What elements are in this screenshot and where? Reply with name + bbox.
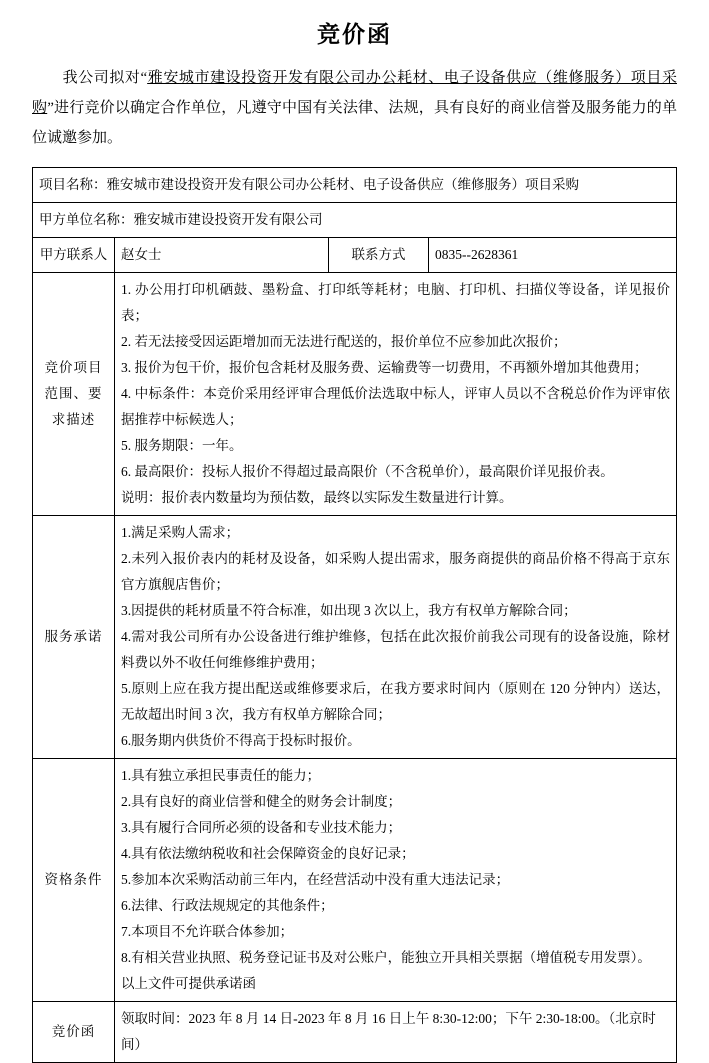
qualification-item: 6.法律、行政法规规定的其他条件； <box>121 898 334 913</box>
buyer-value: 雅安城市建设投资开发有限公司 <box>133 212 323 227</box>
qualification-item: 4.具有依法缴纳税收和社会保障资金的良好记录； <box>121 846 415 861</box>
table-row-buyer <box>33 203 677 238</box>
contact-value: 赵女士 <box>115 238 329 273</box>
buyer-cell <box>33 203 677 238</box>
phone-label: 联系方式 <box>329 238 429 273</box>
scope-item: 2. 若无法接受因运距增加而无法进行配送的，报价单位不应参加此次报价； <box>121 334 567 349</box>
page-title: 竞价函 <box>317 22 392 47</box>
intro-paragraph <box>32 63 677 153</box>
qualification-item: 8.有相关营业执照、税务登记证书及对公账户，能独立开具相关票据（增值税专用发票）。 <box>121 950 651 965</box>
scope-item: 4. 中标条件：本竞价采用经评审合理低价法选取中标人，评审人员以不含税总价作为评审依据推荐中标候选人； <box>121 386 670 427</box>
qualification-item: 5.参加本次采购活动前三年内，在经营活动中没有重大违法记录； <box>121 872 510 887</box>
service-item: 2.未列入报价表内的耗材及设备，如采购人提出需求，服务商提供的商品价格不得高于京东官方旗舰店售价； <box>121 551 670 592</box>
phone-value: 0835--2628361 <box>429 238 677 273</box>
service-item: 6.服务期内供货价不得高于投标时报价。 <box>121 733 361 748</box>
service-label: 服务承诺 <box>33 516 115 759</box>
project-name-value: 雅安城市建设投资开发有限公司办公耗材、电子设备供应（维修服务）项目采购 <box>106 177 579 192</box>
table-row-bid-letter <box>33 1002 677 1063</box>
buyer-label: 甲方单位名称： <box>39 212 134 227</box>
bid-letter-value: 领取时间：2023 年 8 月 14 日-2023 年 8 月 16 日上午 8:30-12:00；下午 2:30-18:00。（北京时间） <box>115 1002 677 1063</box>
service-item: 5.原则上应在我方提出配送或维修要求后，在我方要求时间内（原则在 120 分钟内）送达，无故超出时间 3 次，我方有权单方解除合同； <box>121 681 670 722</box>
scope-content <box>115 273 677 516</box>
service-item: 1.满足采购人需求； <box>121 525 240 540</box>
table-row-scope <box>33 273 677 516</box>
bid-letter-label: 竞价函 <box>33 1002 115 1063</box>
project-name-label: 项目名称： <box>39 177 107 192</box>
scope-item: 3. 报价为包干价，报价包含耗材及服务费、运输费等一切费用，不再额外增加其他费用； <box>121 360 648 375</box>
bid-info-table <box>32 167 677 1063</box>
intro-suffix: ”进行竞价以确定合作单位，凡遵守中国有关法律、法规，具有良好的商业信誉及服务能力的单位诚邀参加。 <box>32 100 677 146</box>
qualification-content <box>115 759 677 1002</box>
service-item: 3.因提供的耗材质量不符合标准，如出现 3 次以上，我方有权单方解除合同； <box>121 603 577 618</box>
contact-label: 甲方联系人 <box>33 238 115 273</box>
intro-underlined-project: 雅安城市建设投资开发有限公司办公耗材、电子设备供应（维修服务）项目采购 <box>32 70 677 116</box>
qualification-label: 资格条件 <box>33 759 115 1002</box>
table-row-contact <box>33 238 677 273</box>
qualification-note: 以上文件可提供承诺函 <box>121 976 256 991</box>
scope-label: 竞价项目范围、要求描述 <box>33 273 115 516</box>
service-item: 4.需对我公司所有办公设备进行维护维修，包括在此次报价前我公司现有的设备设施，除材料费以外不收任何维修维护费用； <box>121 629 670 670</box>
table-row-project-name <box>33 168 677 203</box>
service-content <box>115 516 677 759</box>
scope-item: 5. 服务期限：一年。 <box>121 438 243 453</box>
intro-prefix: 我公司拟对“ <box>62 70 148 86</box>
qualification-item: 1.具有独立承担民事责任的能力； <box>121 768 321 783</box>
qualification-item: 3.具有履行合同所必须的设备和专业技术能力； <box>121 820 402 835</box>
scope-item: 6. 最高限价：投标人报价不得超过最高限价（不含税单价），最高限价详见报价表。 <box>121 464 614 479</box>
qualification-item: 2.具有良好的商业信誉和健全的财务会计制度； <box>121 794 402 809</box>
qualification-item: 7.本项目不允许联合体参加； <box>121 924 294 939</box>
project-name-cell <box>33 168 677 203</box>
scope-item: 1. 办公用打印机硒鼓、墨粉盒、打印纸等耗材；电脑、打印机、扫描仪等设备，详见报价表； <box>121 282 670 323</box>
table-row-qualification <box>33 759 677 1002</box>
scope-note: 说明：报价表内数量均为预估数，最终以实际发生数量进行计算。 <box>121 490 513 505</box>
table-row-service <box>33 516 677 759</box>
